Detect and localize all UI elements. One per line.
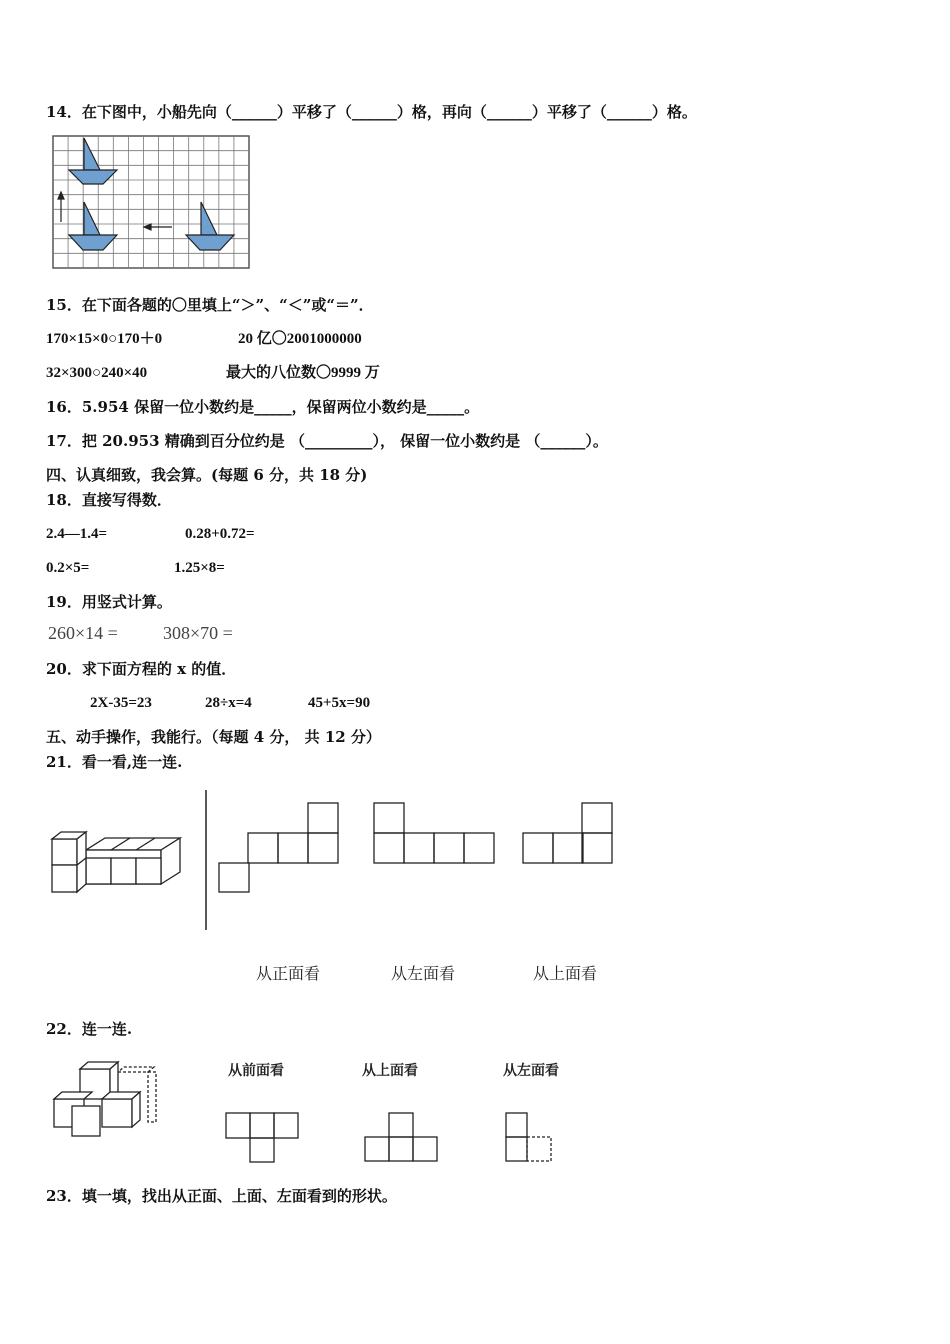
section5-title: 五、动手操作，我能行。（每题 4 分， 共 12 分）	[46, 728, 381, 746]
q21-title: 21．看一看,连一连.	[46, 753, 183, 771]
q15-r2-b: 最大的八位数〇9999 万	[226, 365, 380, 381]
arrow-up-icon	[58, 192, 64, 222]
q22-view-left	[506, 1113, 551, 1161]
q21-view-a	[219, 803, 338, 892]
q20-item-2: 28÷x=4	[205, 695, 252, 711]
q22-view-front	[226, 1113, 298, 1162]
q19-item-2: 308×70 =	[163, 623, 233, 643]
q23-title: 23．填一填，找出从正面、上面、左面看到的形状。	[46, 1187, 397, 1205]
boat-top-left	[69, 138, 117, 184]
q15-r1-a: 170×15×0○170＋0	[46, 331, 163, 347]
q18-r2-a: 0.2×5=	[46, 560, 90, 576]
q21-label-front: 从正面看	[256, 964, 321, 983]
q15-title: 15．在下面各题的〇里填上“＞”、“＜”或“＝”．	[46, 296, 374, 314]
q22-title: 22．连一连.	[46, 1020, 133, 1038]
q22-cube-model	[54, 1062, 156, 1136]
q21-label-left: 从左面看	[391, 964, 456, 983]
q19-item-1: 260×14 =	[48, 623, 118, 643]
section4-title: 四、认真细致，我会算。(每题 6 分，共 18 分)	[46, 466, 368, 484]
q20-item-3: 45+5x=90	[308, 695, 371, 711]
q19-title: 19．用竖式计算。	[46, 593, 172, 611]
q14-text: 14．在下图中，小船先向（______）平移了（______）格，再向（______）平移了（______）格。	[46, 103, 697, 121]
q20-title: 20．求下面方程的 x 的值．	[46, 660, 237, 678]
arrow-left-icon	[144, 224, 172, 230]
q15-r1-b: 20 亿〇2001000000	[238, 331, 362, 347]
q22-view-top	[365, 1113, 437, 1161]
q16-text: 16．5.954 保留一位小数约是_____，保留两位小数约是_____。	[46, 398, 480, 416]
q18-r1-a: 2.4—1.4=	[46, 526, 108, 542]
q21-view-c	[523, 803, 612, 863]
q22-label-left: 从左面看	[503, 1063, 559, 1079]
q17-text: 17．把 20.953 精确到百分位约是 （_________）， 保留一位小数约是 （______）。	[46, 432, 608, 450]
q18-r1-b: 0.28+0.72=	[185, 526, 255, 542]
q18-title: 18．直接写得数．	[46, 491, 172, 509]
q22-label-top: 从上面看	[362, 1063, 418, 1079]
q21-label-top: 从上面看	[533, 964, 598, 983]
q21-cube-model	[52, 832, 180, 892]
q21-view-b	[374, 803, 494, 863]
q18-r2-b: 1.25×8=	[174, 560, 225, 576]
q15-r2-a: 32×300○240×40	[46, 365, 148, 381]
q20-item-1: 2X-35=23	[90, 695, 152, 711]
q22-label-front: 从前面看	[228, 1063, 284, 1079]
